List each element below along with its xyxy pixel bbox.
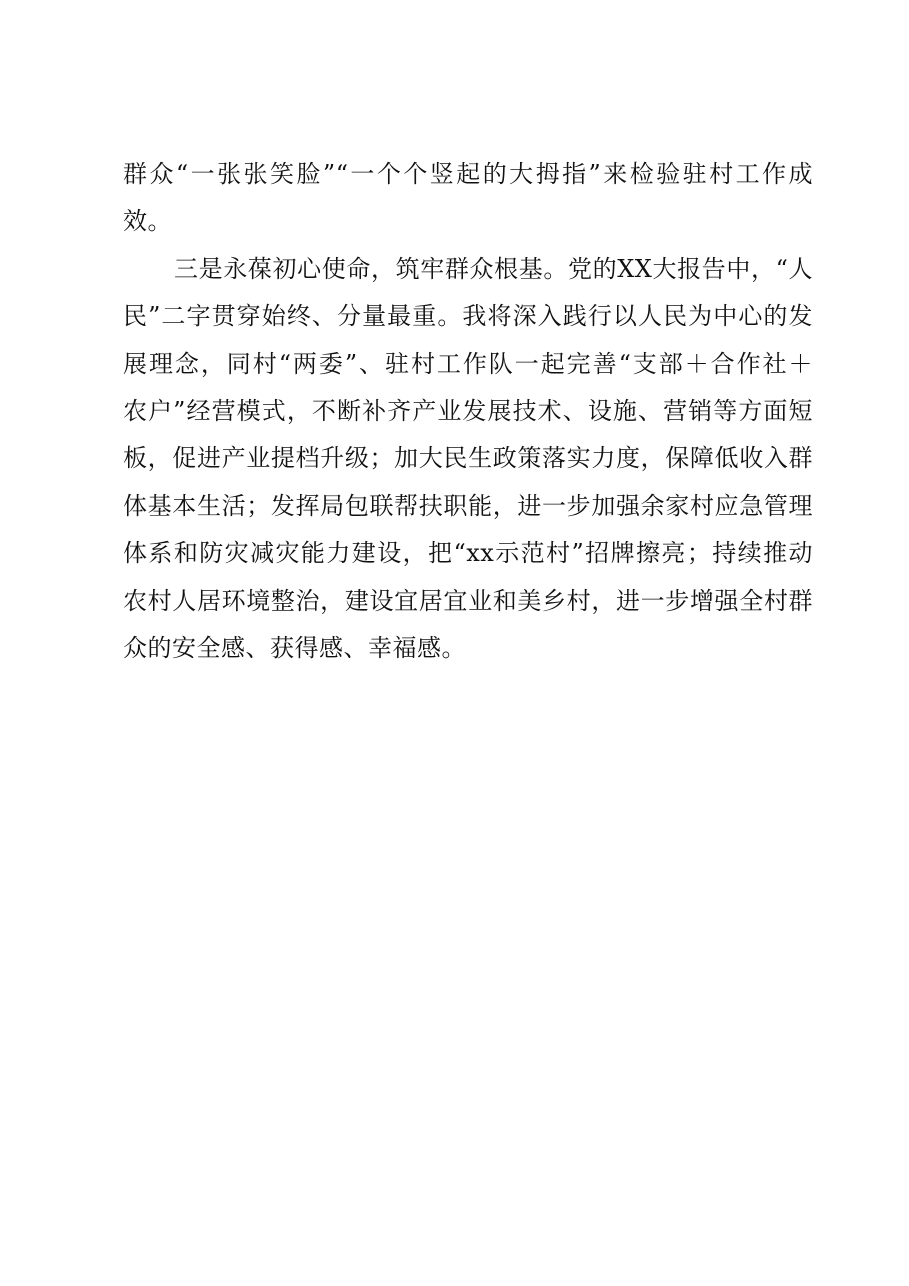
text-line: 效。 [123,207,172,236]
text-line: 体系和防灾减灾能力建设，把“xx示范村”招牌擦亮；持续推动 [123,539,813,568]
paragraph-start-line: 三是永葆初心使命，筑牢群众根基。党的XX大报告中，“人 [174,254,813,283]
body-text [123,161,813,682]
text-line: 板，促进产业提档升级；加大民生政策落实力度，保障低收入群 [123,444,813,473]
text-line: 农户”经营模式，不断补齐产业发展技术、设施、营销等方面短 [123,396,813,425]
text-line: 体基本生活；发挥局包联帮扶职能，进一步加强余家村应急管理 [123,491,813,520]
text-line: 展理念，同村“两委”、驻村工作队一起完善“支部＋合作社＋ [123,349,813,378]
text-line: 群众“一张张笑脸”“一个个竖起的大拇指”来检验驻村工作成 [123,160,813,188]
text-line: 众的安全感、获得感、幸福感。 [123,633,466,662]
text-line: 民”二字贯穿始终、分量最重。我将深入践行以人民为中心的发 [123,302,813,331]
text-line: 农村人居环境整治，建设宜居宜业和美乡村，进一步增强全村群 [123,586,813,615]
